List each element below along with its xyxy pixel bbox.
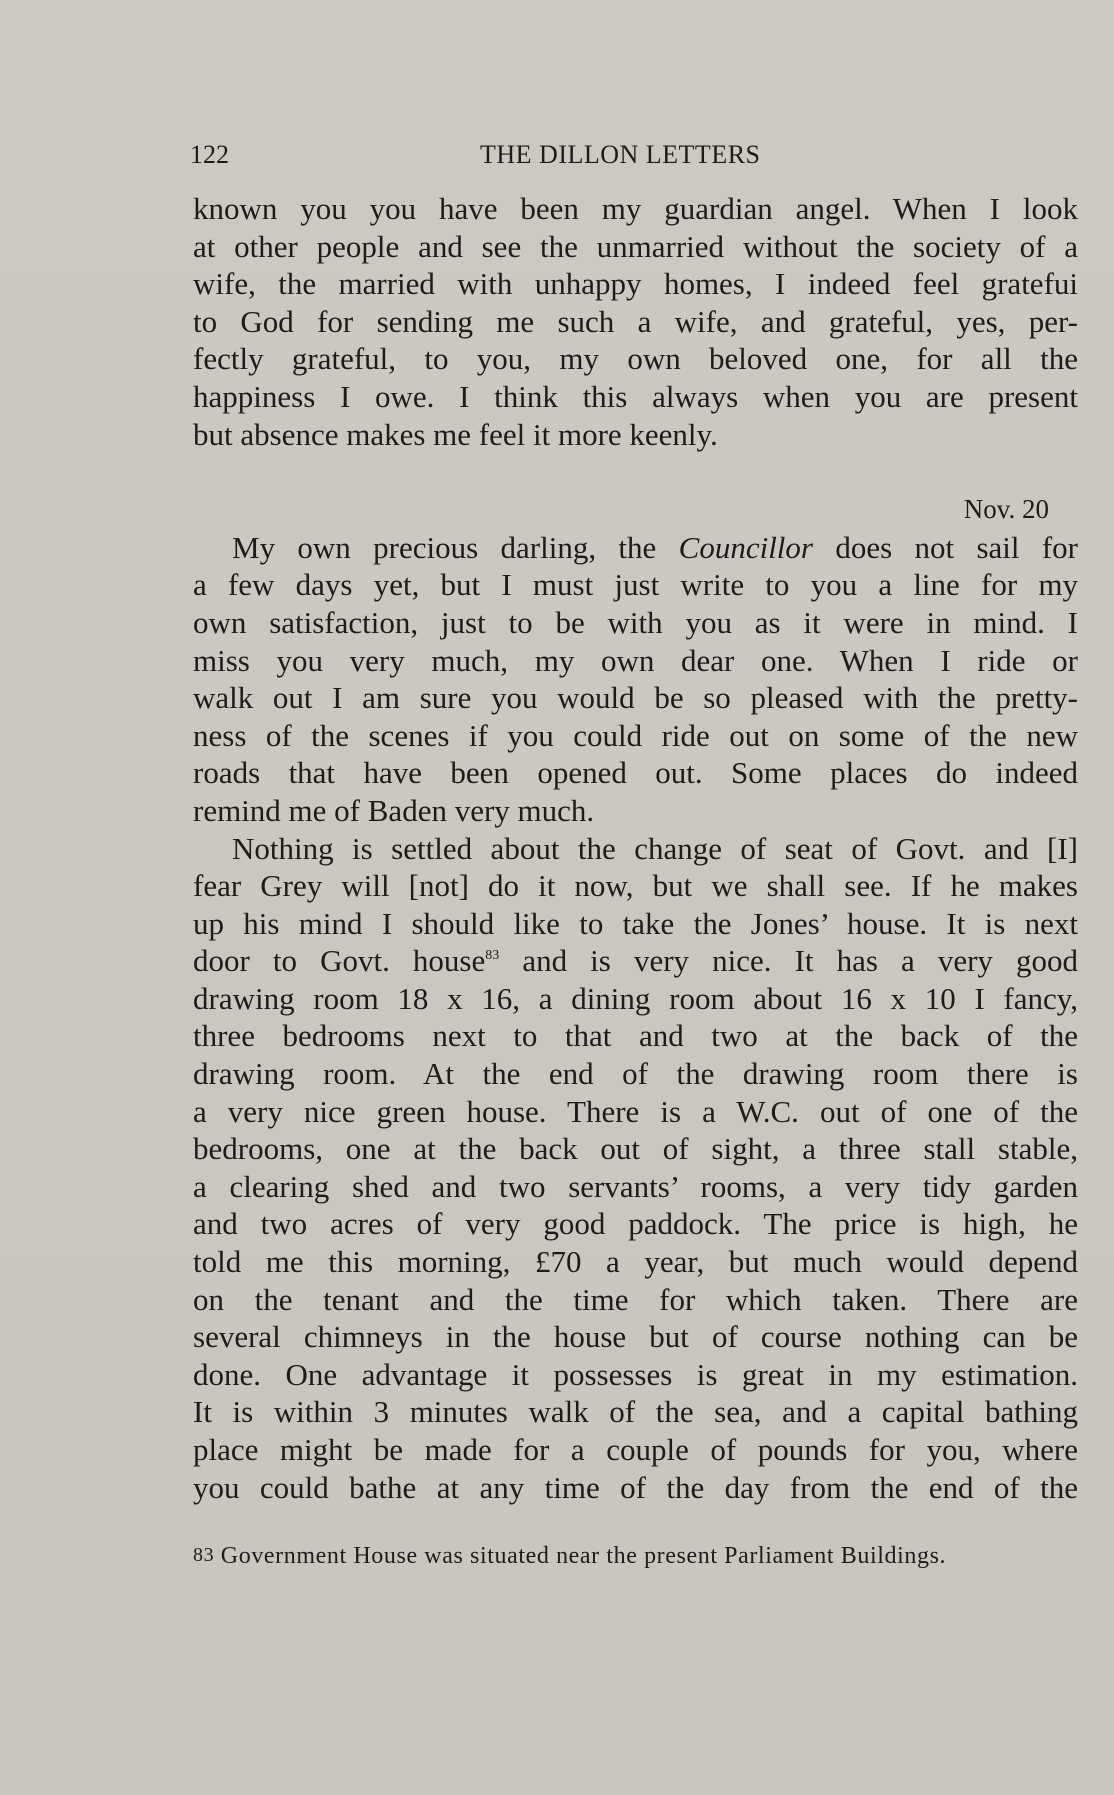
text-line: several chimneys in the house but of course nothing can be [193,1319,1078,1355]
text-line: three bedrooms next to that and two at the back of the [193,1018,1078,1054]
text-line: done. One advantage it possesses is great in my estimation. [193,1356,1078,1392]
letter-date: Nov. 20 [963,494,1049,525]
text-line: known you you have been my guardian angel. When I look [193,191,1078,226]
text-line: own satisfaction, just to be with you as it were in mind. I [193,604,1078,640]
text-line: a clearing shed and two servants’ rooms, a very tidy garden [193,1168,1078,1204]
text-line: you could bathe at any time of the day from the end of the [193,1469,1078,1505]
text-line: fectly grateful, to you, my own beloved one, for all the [193,341,1078,377]
text-line: and two acres of very good paddock. The price is high, he [193,1206,1078,1242]
footnote-number: 83 [193,1544,215,1566]
text-line: at other people and see the unmarried without the society of a [193,228,1078,264]
page-header [190,140,1080,174]
text-line: remind me of Baden very much. [193,792,595,828]
ship-name: Councillor [678,529,813,565]
body-text [193,190,1078,1506]
text-line: place might be made for a couple of pounds for you, where [193,1432,1078,1467]
text-line: a very nice green house. There is a W.C. out of one of the [193,1093,1078,1129]
text-segment: door to Govt. house [193,943,486,979]
text-line: Nothing is settled about the change of seat of Govt. and [I] [232,830,1078,866]
text-line: happiness I owe. I think this always when you are present [193,378,1078,414]
text-line: drawing room 18 x 16, a dining room about 16 x 10 I fancy, [193,980,1078,1016]
text-line: wife, the married with unhappy homes, I indeed feel gratefui [193,266,1078,302]
text-segment: My own precious darling, the [232,529,679,565]
text-line: fear Grey will [not] do it now, but we shall see. If he makes [193,868,1078,904]
page-number: 122 [190,140,229,169]
footnote-text: Government House was situated near the present Parliament Buildings. [214,1543,947,1569]
text-line: It is within 3 minutes walk of the sea, and a capital bathing [193,1394,1078,1430]
paragraph-2 [193,529,1078,830]
text-segment: does not sail for [812,529,1078,565]
text-line: on the tenant and the time for which taken. There are [193,1281,1078,1317]
text-line: ness of the scenes if you could ride out on some of the new [193,717,1078,753]
text-line [193,529,1078,567]
paragraph-1 [193,190,1078,453]
text-line: roads that have been opened out. Some places do indeed [193,755,1078,791]
text-segment: and is very nice. It has a very good [499,943,1078,979]
text-line: drawing room. At the end of the drawing room there is [193,1056,1078,1092]
running-title: THE DILLON LETTERS [480,140,761,169]
text-line: but absence makes me feel it more keenly. [193,416,718,452]
text-line: a few days yet, but I must just write to you a line for my [193,567,1078,603]
text-line: up his mind I should like to take the Jones’ house. It is next [193,905,1078,941]
text-line: told me this morning, £70 a year, but much would depend [193,1244,1078,1280]
footnote [193,1543,1083,1570]
text-line: bedrooms, one at the back out of sight, a three stall stable, [193,1131,1078,1167]
text-line: to God for sending me such a wife, and grateful, yes, per- [193,303,1078,339]
text-line: walk out I am sure you would be so pleased with the pretty- [193,680,1078,716]
text-line: miss you very much, my own dear one. When I ride or [193,642,1078,678]
paragraph-3 [193,830,1078,1507]
text-line [193,942,1078,980]
footnote-reference: 83 [485,948,500,964]
